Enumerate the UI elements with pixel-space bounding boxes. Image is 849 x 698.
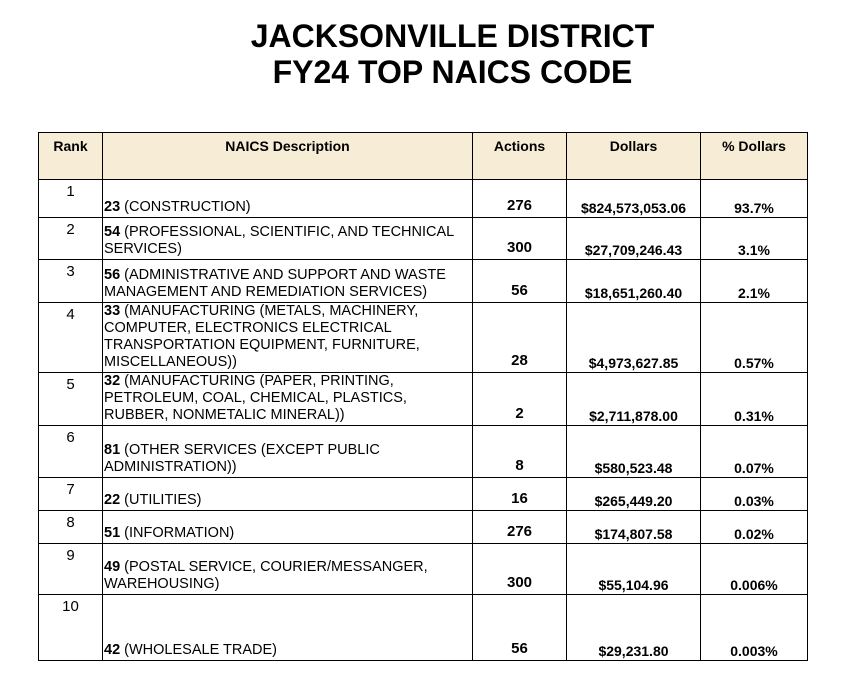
naics-description: (ADMINISTRATIVE AND SUPPORT AND WASTE MANAGEMENT AND REMEDIATION SERVICES) [104, 267, 446, 300]
naics-description: (PROFESSIONAL, SCIENTIFIC, AND TECHNICAL SERVICES) [104, 224, 454, 257]
naics-description: (UTILITIES) [120, 492, 202, 508]
pct-dollars-cell: 93.7% [701, 180, 808, 218]
naics-code: 23 [104, 199, 121, 215]
dollars-cell: $18,651,260.40 [567, 260, 701, 303]
naics-description: (OTHER SERVICES (EXCEPT PUBLIC ADMINISTRATION)) [104, 442, 380, 475]
naics-description: (WHOLESALE TRADE) [120, 642, 277, 658]
naics-code: 56 [104, 267, 121, 283]
description-cell [103, 303, 473, 373]
dollars-cell: $265,449.20 [567, 478, 701, 511]
header-actions: Actions [473, 133, 567, 180]
rank-cell: 5 [39, 373, 103, 426]
actions-cell: 8 [473, 426, 567, 478]
naics-code: 49 [104, 559, 121, 575]
rank-cell: 10 [39, 595, 103, 661]
dollars-cell: $2,711,878.00 [567, 373, 701, 426]
title-line-2: FY24 TOP NAICS CODE [272, 54, 633, 90]
header-rank: Rank [39, 133, 103, 180]
naics-table [38, 132, 808, 661]
dollars-cell: $174,807.58 [567, 511, 701, 544]
pct-dollars-cell: 0.57% [701, 303, 808, 373]
rank-cell: 1 [39, 180, 103, 218]
naics-description: (INFORMATION) [120, 525, 235, 541]
description-cell [103, 544, 473, 595]
actions-cell: 300 [473, 218, 567, 260]
header-dollars: Dollars [567, 133, 701, 180]
description-cell [103, 373, 473, 426]
pct-dollars-cell: 0.006% [701, 544, 808, 595]
pct-dollars-cell: 0.02% [701, 511, 808, 544]
naics-code: 51 [104, 525, 121, 541]
naics-description: (CONSTRUCTION) [120, 199, 251, 215]
description-cell [103, 180, 473, 218]
dollars-cell: $4,973,627.85 [567, 303, 701, 373]
table-row [39, 595, 808, 661]
table-body [39, 180, 808, 661]
table-row [39, 544, 808, 595]
actions-cell: 276 [473, 180, 567, 218]
pct-dollars-cell: 0.003% [701, 595, 808, 661]
description-cell [103, 426, 473, 478]
page-title [180, 18, 725, 90]
rank-cell: 7 [39, 478, 103, 511]
dollars-cell: $55,104.96 [567, 544, 701, 595]
table-row [39, 180, 808, 218]
actions-cell: 16 [473, 478, 567, 511]
description-cell [103, 595, 473, 661]
description-cell [103, 260, 473, 303]
description-cell [103, 478, 473, 511]
pct-dollars-cell: 2.1% [701, 260, 808, 303]
pct-dollars-cell: 0.31% [701, 373, 808, 426]
header-row [39, 133, 808, 180]
table-row [39, 303, 808, 373]
table-row [39, 373, 808, 426]
rank-cell: 8 [39, 511, 103, 544]
table-row [39, 260, 808, 303]
rank-cell: 4 [39, 303, 103, 373]
dollars-cell: $824,573,053.06 [567, 180, 701, 218]
description-cell [103, 511, 473, 544]
pct-dollars-cell: 3.1% [701, 218, 808, 260]
naics-code: 22 [104, 492, 121, 508]
dollars-cell: $580,523.48 [567, 426, 701, 478]
header-description: NAICS Description [103, 133, 473, 180]
actions-cell: 2 [473, 373, 567, 426]
naics-description: (MANUFACTURING (PAPER, PRINTING, PETROLEUM, COAL, CHEMICAL, PLASTICS, RUBBER, NONMETALIC MINERAL)) [104, 373, 407, 423]
naics-code: 42 [104, 642, 121, 658]
naics-description: (POSTAL SERVICE, COURIER/MESSANGER, WAREHOUSING) [104, 559, 428, 592]
actions-cell: 300 [473, 544, 567, 595]
dollars-cell: $29,231.80 [567, 595, 701, 661]
table-row [39, 426, 808, 478]
header-pct-dollars: % Dollars [701, 133, 808, 180]
actions-cell: 56 [473, 595, 567, 661]
actions-cell: 56 [473, 260, 567, 303]
table-row [39, 511, 808, 544]
naics-code: 33 [104, 303, 121, 319]
table-row [39, 218, 808, 260]
description-cell [103, 218, 473, 260]
actions-cell: 28 [473, 303, 567, 373]
table-row [39, 478, 808, 511]
naics-code: 81 [104, 442, 121, 458]
rank-cell: 9 [39, 544, 103, 595]
rank-cell: 6 [39, 426, 103, 478]
rank-cell: 3 [39, 260, 103, 303]
naics-description: (MANUFACTURING (METALS, MACHINERY, COMPUTER, ELECTRONICS ELECTRICAL TRANSPORTATION EQUIPMENT, FURNITURE, MISCELLANEOUS)) [104, 303, 420, 370]
naics-code: 54 [104, 224, 121, 240]
dollars-cell: $27,709,246.43 [567, 218, 701, 260]
title-line-1: JACKSONVILLE DISTRICT [250, 18, 655, 54]
naics-code: 32 [104, 373, 121, 389]
rank-cell: 2 [39, 218, 103, 260]
pct-dollars-cell: 0.03% [701, 478, 808, 511]
pct-dollars-cell: 0.07% [701, 426, 808, 478]
actions-cell: 276 [473, 511, 567, 544]
